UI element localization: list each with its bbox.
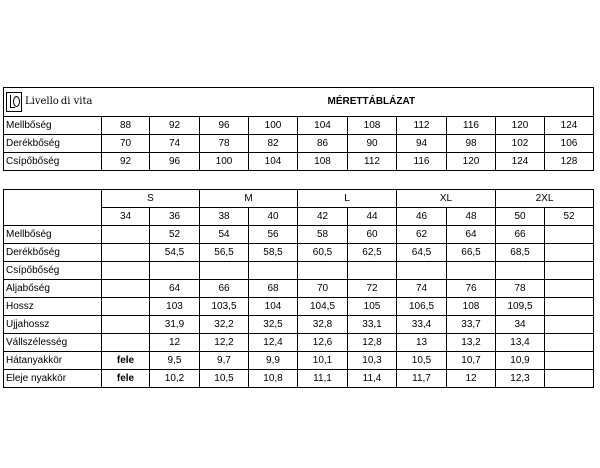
- value-cell: [545, 334, 594, 352]
- value-cell: 66,5: [447, 244, 496, 262]
- value-cell: 11,1: [298, 370, 348, 388]
- value-cell: [545, 370, 594, 388]
- value-cell: 78: [200, 135, 249, 153]
- value-cell: 34: [496, 316, 545, 334]
- value-cell: 68,5: [496, 244, 545, 262]
- value-cell: 12,8: [348, 334, 397, 352]
- value-cell: 104: [298, 117, 348, 135]
- row-label: Ujjahossz: [4, 316, 102, 334]
- value-cell: 60: [348, 226, 397, 244]
- value-cell: 108: [298, 153, 348, 171]
- body-measure-row: [4, 153, 594, 171]
- value-cell: 32,2: [200, 316, 249, 334]
- value-cell: 96: [200, 117, 249, 135]
- value-cell: 105: [348, 298, 397, 316]
- value-cell: 64: [447, 226, 496, 244]
- garment-measure-row: [4, 298, 594, 316]
- value-cell: 108: [348, 117, 397, 135]
- garment-measure-row: [4, 226, 594, 244]
- value-cell: 124: [496, 153, 545, 171]
- value-cell: 12,3: [496, 370, 545, 388]
- value-cell: 64: [150, 280, 200, 298]
- value-cell: 12: [150, 334, 200, 352]
- value-cell: 9,9: [249, 352, 298, 370]
- size-letter-2xl: 2XL: [496, 190, 594, 208]
- value-cell: 9,5: [150, 352, 200, 370]
- value-cell: 88: [102, 117, 150, 135]
- garment-measure-row: [4, 280, 594, 298]
- value-cell: 31,9: [150, 316, 200, 334]
- value-cell: [298, 262, 348, 280]
- value-cell: 116: [447, 117, 496, 135]
- row-label: Aljabőség: [4, 280, 102, 298]
- value-cell: 103,5: [200, 298, 249, 316]
- value-cell: 62,5: [348, 244, 397, 262]
- body-measure-row: [4, 135, 594, 153]
- value-cell: 86: [298, 135, 348, 153]
- note-cell: fele: [102, 370, 150, 388]
- value-cell: 108: [447, 298, 496, 316]
- note-cell: fele: [102, 352, 150, 370]
- size-number-cell: 42: [298, 208, 348, 226]
- empty-corner-cell: [4, 190, 102, 208]
- value-cell: 13: [397, 334, 447, 352]
- value-cell: 10,5: [397, 352, 447, 370]
- value-cell: 54,5: [150, 244, 200, 262]
- body-measurements-table: [4, 117, 594, 171]
- value-cell: 106,5: [397, 298, 447, 316]
- note-cell: [102, 334, 150, 352]
- garment-measure-row: [4, 370, 594, 388]
- value-cell: 10,5: [200, 370, 249, 388]
- value-cell: 10,1: [298, 352, 348, 370]
- value-cell: [397, 262, 447, 280]
- value-cell: 96: [150, 153, 200, 171]
- size-letter-m: M: [200, 190, 298, 208]
- value-cell: 70: [298, 280, 348, 298]
- value-cell: 11,4: [348, 370, 397, 388]
- value-cell: 78: [496, 280, 545, 298]
- value-cell: [545, 262, 594, 280]
- size-number-cell: 34: [102, 208, 150, 226]
- value-cell: 10,7: [447, 352, 496, 370]
- value-cell: 103: [150, 298, 200, 316]
- value-cell: 62: [397, 226, 447, 244]
- value-cell: 60,5: [298, 244, 348, 262]
- empty-corner-cell: [4, 208, 102, 226]
- row-label: Mellbőség: [4, 117, 102, 135]
- size-number-cell: 46: [397, 208, 447, 226]
- value-cell: 32,8: [298, 316, 348, 334]
- size-number-cell: 52: [545, 208, 594, 226]
- row-label: Derékbőség: [4, 135, 102, 153]
- value-cell: [545, 298, 594, 316]
- garment-measure-row: [4, 244, 594, 262]
- logo: [4, 88, 150, 117]
- value-cell: 76: [447, 280, 496, 298]
- value-cell: 52: [150, 226, 200, 244]
- note-cell: [102, 226, 150, 244]
- value-cell: 66: [496, 226, 545, 244]
- size-letter-s: S: [102, 190, 200, 208]
- row-label: Csípőbőség: [4, 262, 102, 280]
- value-cell: 64,5: [397, 244, 447, 262]
- value-cell: 13,4: [496, 334, 545, 352]
- value-cell: 12,4: [249, 334, 298, 352]
- note-cell: [102, 298, 150, 316]
- value-cell: 120: [447, 153, 496, 171]
- value-cell: 92: [150, 117, 200, 135]
- value-cell: 33,1: [348, 316, 397, 334]
- note-cell: [102, 244, 150, 262]
- value-cell: 58: [298, 226, 348, 244]
- size-number-cell: 38: [200, 208, 249, 226]
- header-row: [4, 88, 594, 117]
- value-cell: [200, 262, 249, 280]
- value-cell: [348, 262, 397, 280]
- value-cell: 58,5: [249, 244, 298, 262]
- size-number-cell: 44: [348, 208, 397, 226]
- value-cell: 66: [200, 280, 249, 298]
- size-letter-xl: XL: [397, 190, 496, 208]
- value-cell: 11,7: [397, 370, 447, 388]
- value-cell: 104: [249, 153, 298, 171]
- value-cell: 106: [545, 135, 594, 153]
- value-cell: 120: [496, 117, 545, 135]
- value-cell: [249, 262, 298, 280]
- value-cell: 68: [249, 280, 298, 298]
- value-cell: [545, 280, 594, 298]
- value-cell: 112: [397, 117, 447, 135]
- value-cell: 74: [397, 280, 447, 298]
- row-label: Hossz: [4, 298, 102, 316]
- value-cell: 112: [348, 153, 397, 171]
- value-cell: 9,7: [200, 352, 249, 370]
- value-cell: [150, 262, 200, 280]
- value-cell: 82: [249, 135, 298, 153]
- garment-measure-row: [4, 316, 594, 334]
- value-cell: 13,2: [447, 334, 496, 352]
- size-number-cell: 48: [447, 208, 496, 226]
- garment-measure-row: [4, 262, 594, 280]
- value-cell: 54: [200, 226, 249, 244]
- value-cell: 12: [447, 370, 496, 388]
- size-number-row: [4, 208, 594, 226]
- value-cell: 92: [102, 153, 150, 171]
- value-cell: [545, 352, 594, 370]
- size-letter-row: [4, 190, 594, 208]
- value-cell: 116: [397, 153, 447, 171]
- row-label: Mellbőség: [4, 226, 102, 244]
- value-cell: [545, 244, 594, 262]
- value-cell: 33,7: [447, 316, 496, 334]
- value-cell: 94: [397, 135, 447, 153]
- size-chart-table: [3, 87, 594, 388]
- value-cell: 72: [348, 280, 397, 298]
- value-cell: 12,6: [298, 334, 348, 352]
- row-label: Eleje nyakkör: [4, 370, 102, 388]
- value-cell: 100: [249, 117, 298, 135]
- value-cell: 56,5: [200, 244, 249, 262]
- value-cell: 70: [102, 135, 150, 153]
- value-cell: 100: [200, 153, 249, 171]
- size-letter-l: L: [298, 190, 397, 208]
- value-cell: [496, 262, 545, 280]
- size-number-cell: 40: [249, 208, 298, 226]
- size-number-cell: 50: [496, 208, 545, 226]
- row-label: Hátanyakkör: [4, 352, 102, 370]
- body-measure-row: [4, 117, 594, 135]
- value-cell: 109,5: [496, 298, 545, 316]
- brand-suffix: di vita: [60, 96, 93, 107]
- value-cell: 128: [545, 153, 594, 171]
- value-cell: 10,2: [150, 370, 200, 388]
- value-cell: [545, 226, 594, 244]
- value-cell: 90: [348, 135, 397, 153]
- note-cell: [102, 262, 150, 280]
- value-cell: 104,5: [298, 298, 348, 316]
- spacer-row: [4, 171, 594, 190]
- value-cell: 74: [150, 135, 200, 153]
- note-cell: [102, 316, 150, 334]
- brand-logo-icon: [6, 92, 22, 112]
- size-chart-sheet: [3, 87, 593, 388]
- note-cell: [102, 280, 150, 298]
- value-cell: 56: [249, 226, 298, 244]
- page-title: MÉRETTÁBLÁZAT: [327, 96, 416, 107]
- value-cell: [545, 316, 594, 334]
- value-cell: 33,4: [397, 316, 447, 334]
- value-cell: 10,9: [496, 352, 545, 370]
- value-cell: [447, 262, 496, 280]
- value-cell: 102: [496, 135, 545, 153]
- garment-measure-row: [4, 334, 594, 352]
- value-cell: 104: [249, 298, 298, 316]
- row-label: Vállszélesség: [4, 334, 102, 352]
- value-cell: 10,8: [249, 370, 298, 388]
- row-label: Derékbőség: [4, 244, 102, 262]
- value-cell: 12,2: [200, 334, 249, 352]
- garment-measure-row: [4, 352, 594, 370]
- brand-name: Livello: [25, 96, 59, 107]
- row-label: Csípőbőség: [4, 153, 102, 171]
- value-cell: 124: [545, 117, 594, 135]
- size-number-cell: 36: [150, 208, 200, 226]
- value-cell: 10,3: [348, 352, 397, 370]
- value-cell: 32,5: [249, 316, 298, 334]
- garment-measurements-table: [4, 208, 594, 388]
- value-cell: 98: [447, 135, 496, 153]
